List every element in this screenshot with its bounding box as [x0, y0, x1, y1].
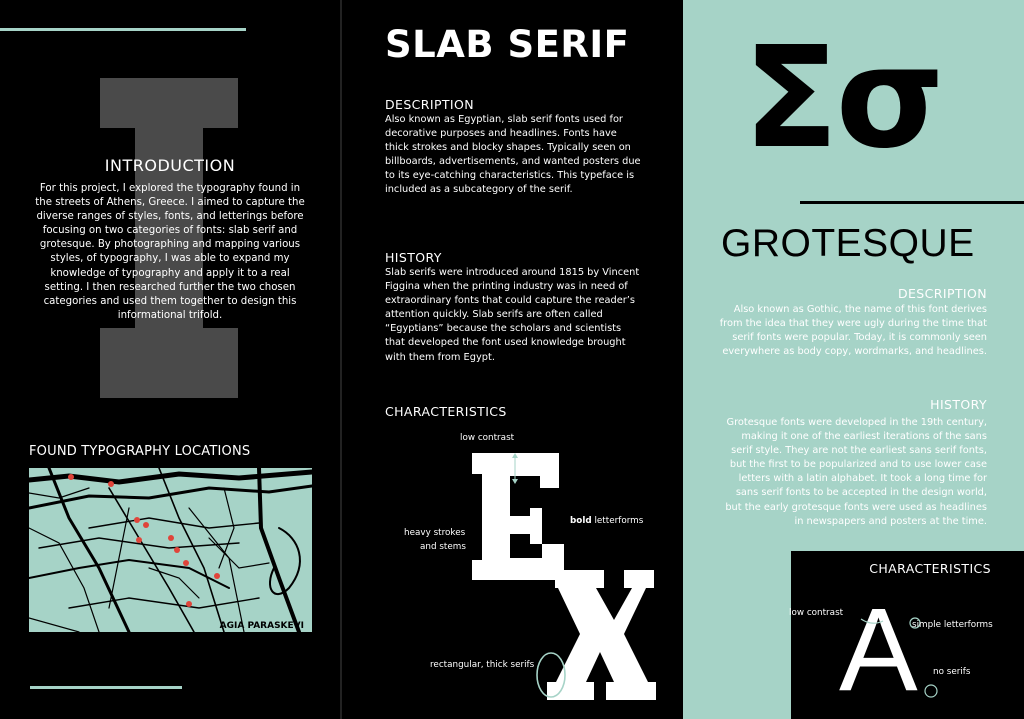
- bottom-accent-rule: [30, 686, 182, 689]
- top-accent-rule: [0, 28, 246, 31]
- grotesque-title: GROTESQUE: [721, 222, 975, 265]
- grotesque-description-body: Also known as Gothic, the name of this font derives from the idea that they were ugly during the time that serif fonts were popular. Today, it is commonly seen everywhere as body copy, wordmarks, and headlines.: [719, 304, 987, 358]
- slab-description-heading: DESCRIPTION: [385, 97, 475, 112]
- street-map: [29, 468, 312, 632]
- panel-introduction: [0, 0, 340, 719]
- grotesque-history-heading: HISTORY: [930, 397, 987, 412]
- map-streets: [29, 468, 312, 632]
- slab-ex-illustration: [342, 420, 682, 719]
- slab-title: SLAB SERIF: [385, 23, 630, 66]
- intro-title: INTRODUCTION: [104, 156, 236, 175]
- grotesque-big-letter: A: [839, 584, 918, 716]
- slab-ann-rect-serifs: rectangular, thick serifs: [430, 660, 535, 670]
- locations-title: FOUND TYPOGRAPHY LOCATIONS: [29, 444, 251, 459]
- grotesque-ann-no-serifs: no serifs: [933, 667, 971, 677]
- grotesque-history-body: Grotesque fonts were developed in the 19th century, making it one of the earliest iterations of the sans serif style. They are not the earliest sans serif fonts, but the first to be popularized and to use lower case letters with a latin alphabet. It took a long time for sans serif fonts to be accepted in the design world, but the early grotesque fonts were used as headlines in newspapers and posters at the time.: [725, 417, 987, 527]
- grotesque-description-heading: DESCRIPTION: [897, 286, 987, 301]
- slab-ann-heavy-strokes: heavy strokes: [404, 528, 466, 538]
- slab-history-body: Slab serifs were introduced around 1815 by Vincent Figgina when the printing industry was in need of extraordinary fonts that could capture the reader’s attention quickly. Slab serifs are often called “Egyptians” because the scholars and scientists that developed the font used knowledge brought with them from Egypt.: [385, 267, 640, 363]
- panel-slab-serif: [342, 0, 682, 719]
- slab-history-heading: HISTORY: [385, 250, 442, 265]
- grotesque-annotation-marks: [791, 551, 1024, 719]
- grotesque-ann-low-contrast: low contrast: [789, 608, 844, 618]
- grotesque-sigma-glyphs: Σσ: [743, 17, 942, 180]
- map-label: AGIA PARASKEVI: [219, 621, 304, 631]
- slab-letter-x: [547, 570, 656, 700]
- slab-description-body: Also known as Egyptian, slab serif fonts used for decorative purposes and headlines. Fonts have thick strokes and blocky shapes. Typically seen on billboards, advertisements, and wanted posters due to its eye-catching characteristics. This typeface is included as a subcategory of the serif.: [385, 114, 641, 196]
- slab-ann-low-contrast: low contrast: [460, 433, 515, 443]
- grotesque-characteristics-heading: CHARACTERISTICS: [869, 561, 991, 576]
- slab-ann-bold-word: bold: [570, 516, 592, 526]
- intro-body: For this project, I explored the typography found in the streets of Athens, Greece. I aimed to capture the diverse ranges of styles, fonts, and letterings before focusing on two categories of fonts: slab serif and grotesque. By photographing and mapping various styles, of typography, I was able to expand my knowledge of typography and apply it to a real setting. I then researched further the two chosen categories and used them together to design this informational trifold.: [35, 183, 305, 321]
- grotesque-characteristics-box: [791, 551, 1024, 719]
- slab-characteristics-heading: CHARACTERISTICS: [385, 404, 507, 419]
- slab-ann-letterforms-word: letterforms: [591, 516, 644, 526]
- slab-ann-bold-letterforms: [570, 516, 643, 526]
- grotesque-ann-simple-letterforms: simple letterforms: [912, 620, 993, 630]
- panel-grotesque: [683, 0, 1024, 719]
- grotesque-rule: [800, 201, 1024, 204]
- slab-ann-and-stems: and stems: [420, 542, 466, 552]
- slab-letter-e: [472, 453, 564, 580]
